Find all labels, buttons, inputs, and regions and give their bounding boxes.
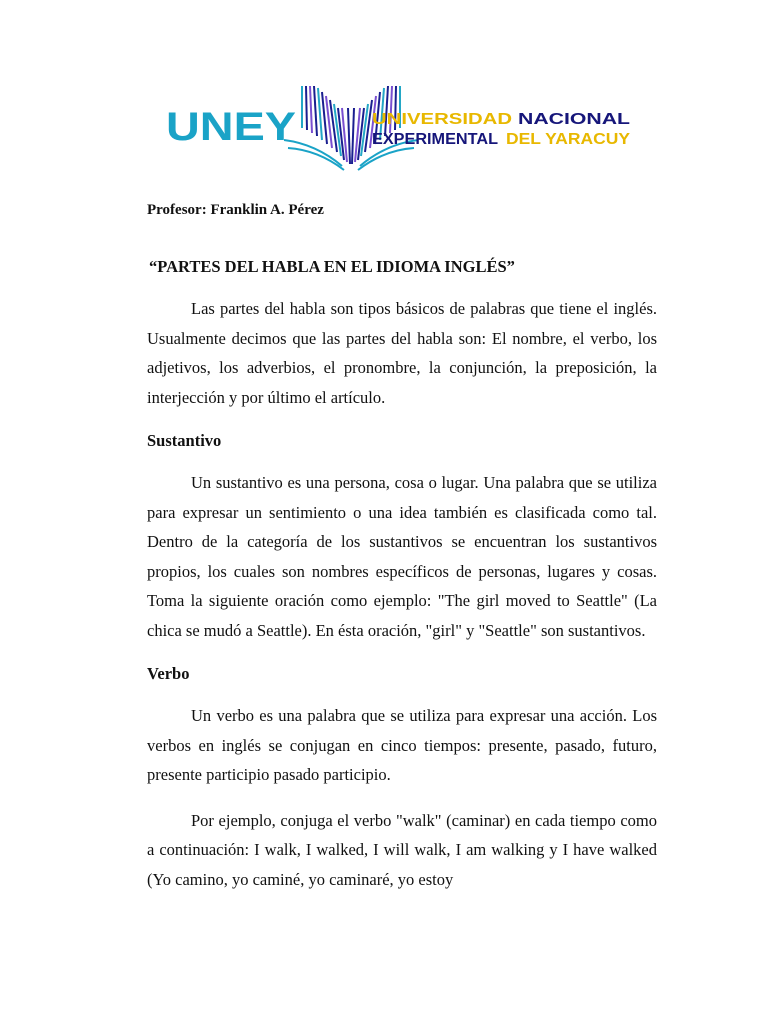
logo-text-del-yaracuy: DEL YARACUY [506,131,631,148]
verbo-paragraph-1: Un verbo es una palabra que se utiliza para expresar una acción. Los verbos en inglés se conjugan en cinco tiempos: presente, pasado, futuro, presente participio pasado participio. [147,706,657,784]
intro-paragraph: Las partes del habla son tipos básicos de palabras que tiene el inglés. Usualmente decimos que las partes del habla son: El nombre, el verbo, los adjetivos, los adverbios, el pronombre, la conjunción, la preposición, la interjección y por último el artículo. [147,299,657,407]
logo-text-nacional: NACIONAL [518,111,631,128]
sustantivo-paragraph: Un sustantivo es una persona, cosa o lugar. Una palabra que se utiliza para expresar un sentimiento o una idea también es clasificada como tal. Dentro de la categoría de los sustantivos se encuentran los sustantivos propios, los cuales son nombres específicos de personas, lugares y cosas. Toma la siguiente oración como ejemplo: "The girl moved to Seattle" (La chica se mudó a Seattle). En ésta oración, "girl" y "Seattle" son sustantivos. [147,473,657,640]
logo-text-experimental: EXPERIMENTAL [372,131,499,148]
university-logo [166,78,632,178]
verbo-paragraph-2: Por ejemplo, conjuga el verbo "walk" (caminar) en cada tiempo como a continuación: I walk, I walked, I will walk, I am walking y I have walked (Yo camino, yo caminé, yo caminaré, yo estoy [147,810,657,889]
section-heading-sustantivo: Sustantivo [147,431,222,450]
document-body [147,200,657,894]
logo-acronym: UNEY [166,105,297,149]
section-heading-verbo: Verbo [147,664,190,683]
professor-line: Profesor: Franklin A. Pérez [147,202,324,218]
document-title: “PARTES DEL HABLA EN EL IDIOMA INGLÉS” [149,257,515,276]
logo-text-universidad: UNIVERSIDAD [372,111,512,128]
uney-logo-graphic [166,78,632,178]
logo-emblem-icon [284,86,418,170]
